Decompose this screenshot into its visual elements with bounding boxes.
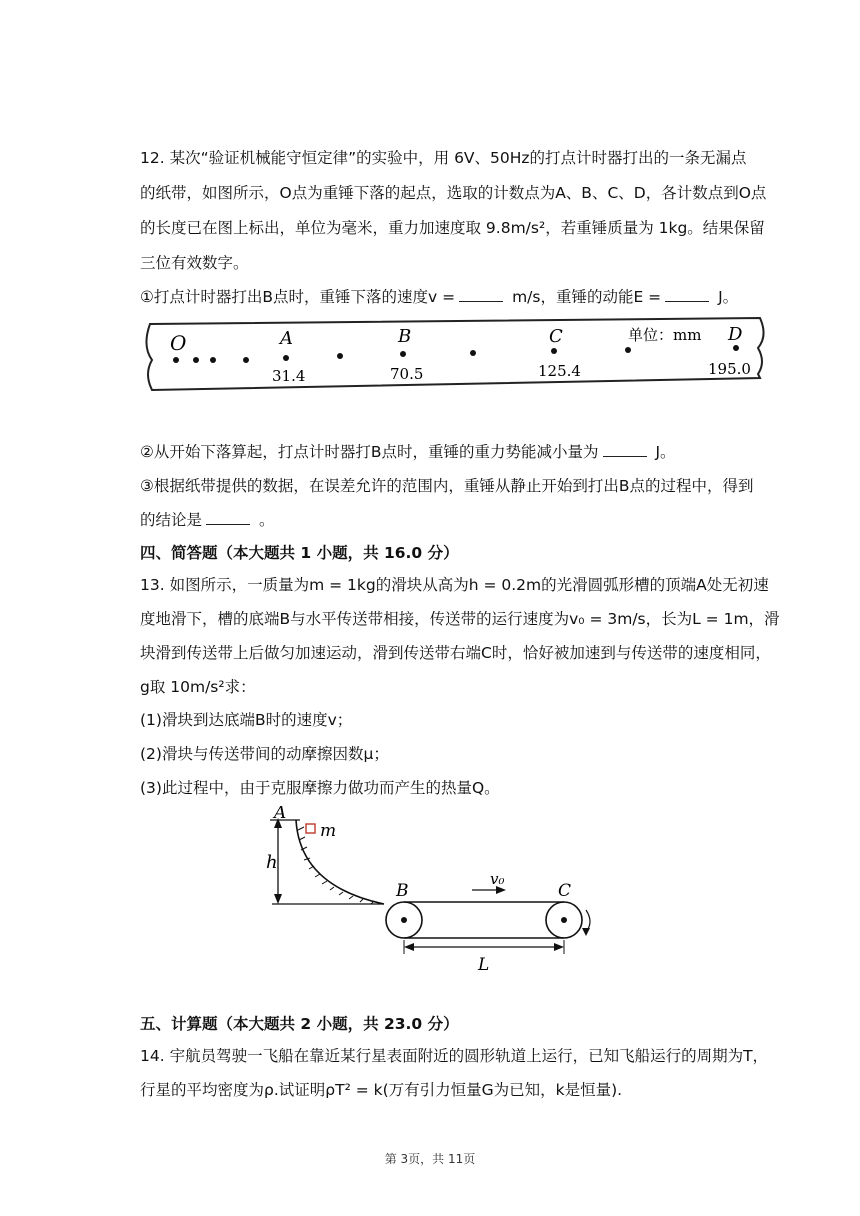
tape-dot xyxy=(193,357,199,363)
q12-line-3: 的长度已在图上标出，单位为毫米，重力加速度取 9.8m/s²，若重锤质量为 1kg。结果保留 xyxy=(140,219,765,237)
page-footer: 第 3页，共 11页 xyxy=(384,1152,476,1166)
paper-tape-figure xyxy=(140,316,770,396)
block-m xyxy=(306,824,315,833)
tape-label-c: C xyxy=(549,326,563,347)
tape-label-o: O xyxy=(170,331,187,355)
q12-line-2: 的纸带，如图所示，O点为重锤下落的起点，选取的计数点为A、B、C、D，各计数点到O点 xyxy=(140,184,767,202)
tape-dot xyxy=(400,351,406,357)
tape-unit-label: 单位：mm xyxy=(628,326,702,344)
tape-label-a: A xyxy=(280,328,293,349)
tape-value-b: 70.5 xyxy=(390,365,424,383)
q12-sub-2 xyxy=(140,440,676,462)
figure-label-a: A xyxy=(274,806,287,823)
q12-sub2-blank[interactable] xyxy=(603,442,647,457)
tape-label-d: D xyxy=(728,324,743,345)
tape-value-d: 195.0 xyxy=(708,360,751,378)
q12-sub-3: ③根据纸带提供的数据，在误差允许的范围内，重锤从静止开始到打出B点的过程中，得到 xyxy=(140,477,754,495)
q12-sub1-text-b: m/s，重锤的动能E = xyxy=(512,288,662,306)
tape-dot xyxy=(551,348,557,354)
tape-dot xyxy=(625,347,631,353)
q14-line-2: 行星的平均密度为ρ.试证明ρT² = k(万有引力恒量G为已知，k是恒量). xyxy=(140,1081,623,1099)
q12-sub3-blank[interactable] xyxy=(206,510,250,525)
figure-label-c: C xyxy=(558,881,572,901)
figure-label-b: B xyxy=(396,881,409,901)
tape-dot xyxy=(283,355,289,361)
q12-line-1: 12. 某次“验证机械能守恒定律”的实验中，用 6V、50Hz的打点计时器打出的一条无漏点 xyxy=(140,149,747,167)
conveyor-figure xyxy=(266,806,606,976)
tape-value-a: 31.4 xyxy=(272,367,306,385)
q12-sub1-text-c: J。 xyxy=(718,288,739,306)
tape-dot xyxy=(470,350,476,356)
tape-label-b: B xyxy=(398,326,412,347)
q13-part-2: (2)滑块与传送带间的动摩擦因数μ； xyxy=(140,745,389,763)
figure-label-h: h xyxy=(266,852,278,873)
q12-sub2-text-b: J。 xyxy=(655,443,676,461)
tape-value-c: 125.4 xyxy=(538,362,581,380)
q13-line-2: 度地滑下，槽的底端B与水平传送带相接，传送带的运行速度为v₀ = 3m/s，长为L = 1m，滑 xyxy=(140,610,780,628)
q14-line-1: 14. 宇航员驾驶一飞船在靠近某行星表面附近的圆形轨道上运行，已知飞船运行的周期为T， xyxy=(140,1047,769,1065)
q12-sub2-text-a: ②从开始下落算起，打点计时器打B点时，重锤的重力势能减小量为 xyxy=(140,443,599,461)
figure-label-l: L xyxy=(478,955,490,975)
q13-line-4: g取 10m/s²求： xyxy=(140,678,256,696)
tape-dot xyxy=(243,357,249,363)
q12-sub-1 xyxy=(140,285,738,307)
q13-line-3: 块滑到传送带上后做匀加速运动，滑到传送带右端C时，恰好被加速到与传送带的速度相同， xyxy=(140,644,771,662)
figure-label-m: m xyxy=(320,821,337,841)
figure-label-v0: v₀ xyxy=(490,870,505,888)
tape-dot xyxy=(337,353,343,359)
q13-part-3: (3)此过程中，由于克服摩擦力做功而产生的热量Q。 xyxy=(140,779,500,797)
q12-line-4: 三位有效数字。 xyxy=(140,254,249,272)
q12-sub3-text-c: 。 xyxy=(258,511,275,529)
tape-dot xyxy=(173,357,179,363)
q12-sub1-blank-e[interactable] xyxy=(665,287,709,302)
section-5-heading: 五、计算题（本大题共 2 小题，共 23.0 分） xyxy=(140,1015,459,1033)
q12-sub3-text-b: 的结论是 xyxy=(140,511,203,529)
q13-line-1: 13. 如图所示，一质量为m = 1kg的滑块从高为h = 0.2m的光滑圆弧形槽的顶端A处无初速 xyxy=(140,576,769,594)
q13-part-1: (1)滑块到达底端B时的速度v； xyxy=(140,711,353,729)
q12-sub1-text-a: ①打点计时器打出B点时，重锤下落的速度v = xyxy=(140,288,456,306)
q12-sub1-blank-v[interactable] xyxy=(459,287,503,302)
tape-dot xyxy=(733,345,739,351)
tape-dot xyxy=(210,357,216,363)
q12-sub-3-cont xyxy=(140,508,274,530)
section-4-heading: 四、简答题（本大题共 1 小题，共 16.0 分） xyxy=(140,544,459,562)
